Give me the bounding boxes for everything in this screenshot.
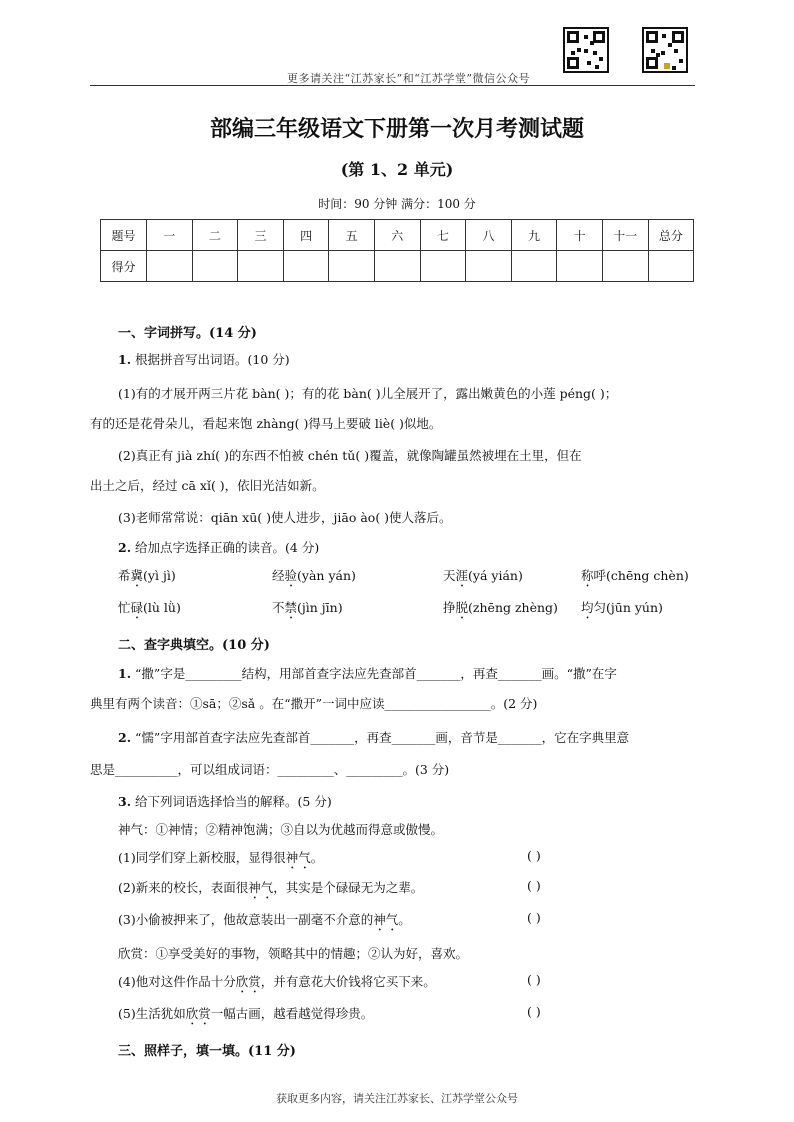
score-table-col: 一 [147, 220, 193, 251]
section-1-heading: 一、字词拼写。(14 分) [118, 326, 257, 341]
s1-q1-line1: (1)有的才展开两三片花 bàn( )；有的花 bàn( )儿全展开了，露出嫩黄色的小莲 péng( )； [118, 386, 618, 401]
score-cell[interactable] [648, 251, 694, 282]
score-table-col: 十 [557, 220, 603, 251]
page-title: 部编三年级语文下册第一次月考测试题 [209, 116, 584, 142]
shenqi-item: (3)小偷被押来了，他故意装出一副毫不介意的神气。 [118, 912, 411, 927]
score-cell[interactable] [283, 251, 329, 282]
score-cell[interactable] [466, 251, 512, 282]
score-table-col: 九 [511, 220, 557, 251]
qr-code-right [642, 27, 688, 73]
reading-item: 均匀(jūn yún) [581, 600, 663, 615]
answer-paren[interactable]: ( ) [527, 972, 541, 987]
score-table-col: 总分 [648, 220, 694, 251]
reading-item: 称呼(chēng chèn) [581, 568, 689, 583]
reading-item: 经验(yàn yán) [272, 568, 356, 583]
score-cell[interactable] [329, 251, 375, 282]
page-subtitle: (第 1、2 单元) [340, 160, 454, 179]
xinshang-definition: 欣赏：①享受美好的事物，领略其中的情趣；②认为好，喜欢。 [118, 946, 469, 961]
score-cell[interactable] [602, 251, 648, 282]
score-cell[interactable] [511, 251, 557, 282]
s2-q1-line1 [118, 664, 617, 684]
s1-q1-line3: (2)真正有 jià zhí( )的东西不怕被 chén tǔ( )覆盖，就像陶罐虽然被埋在土里，但在 [118, 448, 582, 463]
answer-paren[interactable]: ( ) [527, 878, 541, 893]
xinshang-item: (5)生活犹如欣赏一幅古画，越看越觉得珍贵。 [118, 1006, 374, 1021]
section-3-heading: 三、照样子，填一填。(11 分) [118, 1044, 296, 1059]
score-table-label-score: 得分 [101, 251, 147, 282]
score-table-header-row [101, 220, 694, 251]
s1-q1-line5: (3)老师常常说：qiān xū( )使人进步，jiāo ào( )使人落后。 [118, 510, 452, 525]
header-rule [90, 85, 695, 86]
s2-q1-text: “撒”字是_________结构，用部首查字法应先查部首_______，再查_______画。“撒”在字 [135, 666, 617, 681]
score-table-col: 五 [329, 220, 375, 251]
s1-q1-text: 根据拼音写出词语。(10 分) [135, 352, 290, 367]
shenqi-item: (2)新来的校长，表面很神气，其实是个碌碌无为之辈。 [118, 880, 424, 895]
answer-paren[interactable]: ( ) [527, 910, 541, 925]
s2-q2-text: “懦”字用部首查字法应先查部首_______，再查_______画，音节是_______，它在字典里意 [135, 730, 630, 745]
score-table-col: 十一 [602, 220, 648, 251]
score-cell[interactable] [374, 251, 420, 282]
score-cell[interactable] [147, 251, 193, 282]
score-table-col: 四 [283, 220, 329, 251]
answer-paren[interactable]: ( ) [527, 1004, 541, 1019]
reading-item: 希冀(yì jì) [118, 568, 176, 583]
page-footer: 获取更多内容，请关注江苏家长、江苏学堂公众号 [276, 1092, 518, 1105]
s1-q2-label: 2. [118, 540, 132, 555]
score-table-col: 三 [238, 220, 284, 251]
score-table-col: 六 [374, 220, 420, 251]
s1-q1-label: 1. [118, 352, 132, 367]
score-cell[interactable] [557, 251, 603, 282]
s1-q1-line4: 出土之后，经过 cā xǐ( )，依旧光洁如新。 [90, 478, 325, 493]
s2-q1-line2: 典里有两个读音：①sā；②sǎ 。在“撒开”一词中应读_________________。(2 分) [90, 696, 538, 711]
header-note: 更多请关注“江苏家长”和“江苏学堂”微信公众号 [287, 72, 530, 85]
reading-item: 挣脱(zhēng zhèng) [443, 600, 558, 615]
shenqi-item: (1)同学们穿上新校服，显得很神气。 [118, 850, 324, 865]
s2-q3-label: 3. [118, 794, 132, 809]
reading-item: 忙碌(lù lǜ) [118, 600, 181, 615]
s2-q1-label: 1. [118, 666, 132, 681]
answer-paren[interactable]: ( ) [527, 848, 541, 863]
score-cell[interactable] [238, 251, 284, 282]
reading-item: 不禁(jìn jīn) [272, 600, 343, 615]
s1-q1 [118, 350, 290, 370]
s2-q3-text: 给下列词语选择恰当的解释。(5 分) [135, 794, 332, 809]
s1-q1-line2: 有的还是花骨朵儿，看起来饱 zhàng( )得马上要破 liè( )似地。 [90, 416, 442, 431]
score-cell[interactable] [420, 251, 466, 282]
s1-q2-text: 给加点字选择正确的读音。(4 分) [135, 540, 320, 555]
score-table [100, 219, 694, 282]
reading-item: 天涯(yá yián) [443, 568, 523, 583]
score-table-col: 二 [192, 220, 238, 251]
score-cell[interactable] [192, 251, 238, 282]
shenqi-definition: 神气：①神情；②精神饱满；③自以为优越而得意或傲慢。 [118, 822, 444, 837]
section-2-heading: 二、查字典填空。(10 分) [118, 638, 270, 653]
score-table-col: 七 [420, 220, 466, 251]
time-info: 时间：90 分钟 满分：100 分 [318, 197, 476, 211]
s2-q3 [118, 792, 332, 812]
score-table-col: 八 [466, 220, 512, 251]
score-table-score-row [101, 251, 694, 282]
s1-q2 [118, 538, 319, 558]
s2-q2-label: 2. [118, 730, 132, 745]
score-table-label-number: 题号 [101, 220, 147, 251]
xinshang-item: (4)他对这件作品十分欣赏，并有意花大价钱将它买下来。 [118, 974, 436, 989]
qr-code-left [563, 27, 609, 73]
s2-q2-line2: 思是__________，可以组成词语：_________、_________。(3 分) [90, 762, 450, 777]
s2-q2-line1 [118, 728, 629, 748]
